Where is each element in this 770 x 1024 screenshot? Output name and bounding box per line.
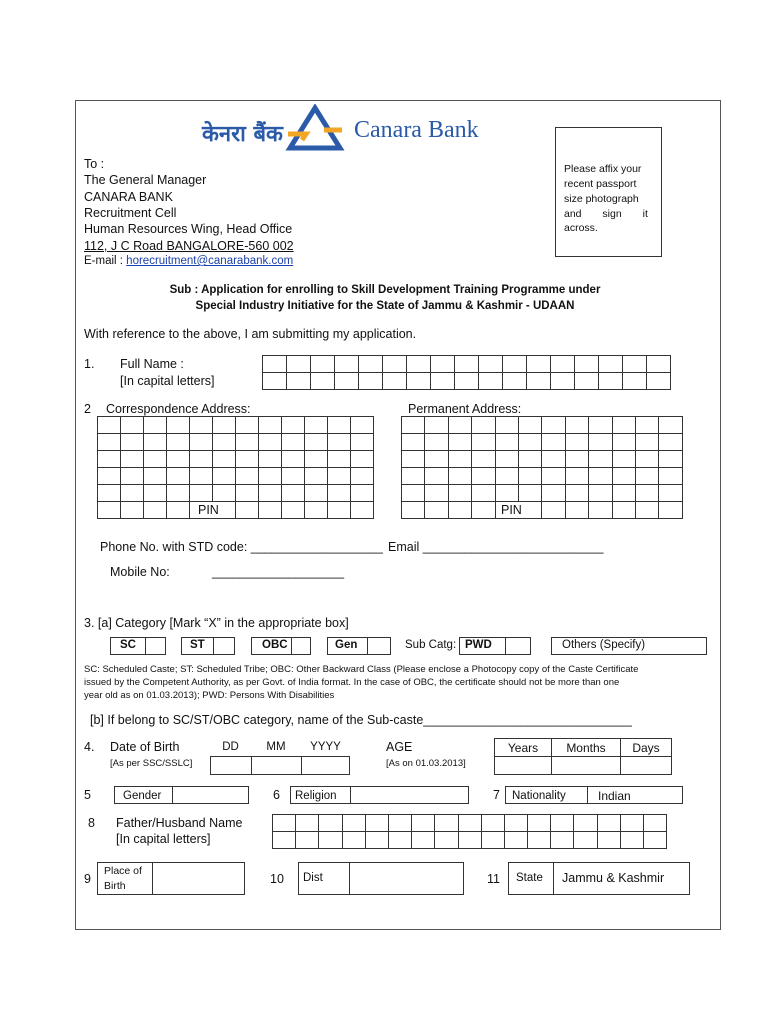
dist-input[interactable] (349, 862, 464, 895)
phone-label[interactable]: Phone No. with STD code: ___________________ (100, 540, 383, 554)
pwd-mark-box[interactable] (505, 637, 531, 655)
age-months-input[interactable] (551, 756, 621, 775)
father-label: Father/Husband Name (116, 816, 243, 830)
photo-box[interactable] (555, 127, 662, 257)
subject-line-1: Sub : Application for enrolling to Skill Development Training Programme under (169, 284, 601, 296)
gender-label: Gender (114, 786, 173, 804)
father-number: 8 (88, 816, 95, 830)
category-title: 3. [a] Category [Mark “X” in the appropriate box] (84, 616, 349, 630)
intro-text: With reference to the above, I am submitting my application. (84, 327, 417, 341)
father-name-grid[interactable] (272, 814, 667, 849)
full-name-label: Full Name : (120, 357, 184, 371)
dob-yyyy-input[interactable] (301, 756, 350, 775)
age-months-header: Months (551, 738, 621, 757)
gen-mark-box[interactable] (367, 637, 391, 655)
father-sublabel: [In capital letters] (116, 832, 211, 846)
religion-input[interactable] (350, 786, 469, 804)
nationality-value[interactable]: Indian (587, 786, 683, 804)
address-line-2: CANARA BANK (84, 190, 173, 204)
mobile-line[interactable]: ___________________ (212, 565, 345, 579)
dob-yyyy-header: YYYY (310, 741, 341, 753)
dob-label: Date of Birth (110, 740, 180, 754)
place-label-2: Birth (104, 880, 126, 892)
category-note-3: year old as on 01.03.2013); PWD: Persons With Disabilities (84, 690, 335, 701)
address-line-1: The General Manager (84, 173, 207, 187)
mobile-label: Mobile No: (110, 565, 170, 579)
correspondence-address-label: Correspondence Address: (106, 402, 251, 416)
full-name-sublabel: [In capital letters] (120, 374, 215, 388)
category-note-1: SC: Scheduled Caste; ST: Scheduled Tribe; OBC: Other Backward Class (Please enclose a Photocopy copy of the Caste Certificate (84, 664, 639, 675)
photo-box-text-3: size photograph (564, 193, 639, 205)
dob-mm-input[interactable] (251, 756, 302, 775)
age-sublabel: [As on 01.03.2013] (386, 758, 466, 769)
subcaste-field[interactable]: [b] If belong to SC/ST/OBC category, name of the Sub-caste______________________________ (90, 713, 632, 727)
photo-box-text-5: across. (564, 222, 598, 234)
dist-number: 10 (270, 872, 284, 886)
state-value[interactable]: Jammu & Kashmir (553, 862, 690, 895)
email-link[interactable]: horecruitment@canarabank.com (126, 255, 294, 267)
permanent-address-label: Permanent Address: (408, 402, 522, 416)
photo-box-text-1: Please affix your (564, 163, 642, 175)
gender-number: 5 (84, 788, 91, 802)
obc-label: OBC (262, 639, 288, 651)
dob-number: 4. (84, 740, 95, 754)
age-years-header: Years (494, 738, 552, 757)
email-field-label[interactable]: Email __________________________ (388, 540, 604, 554)
pwd-label: PWD (465, 639, 492, 651)
brand-name: Canara Bank (354, 117, 479, 143)
dob-dd-header: DD (222, 741, 239, 753)
gen-label: Gen (335, 639, 358, 651)
permanent-pin-label: PIN (501, 503, 522, 517)
place-label-1: Place of (104, 865, 142, 877)
place-number: 9 (84, 872, 91, 886)
obc-mark-box[interactable] (291, 637, 311, 655)
full-name-grid[interactable] (262, 355, 671, 390)
religion-label: Religion (290, 786, 351, 804)
age-days-header: Days (620, 738, 672, 757)
full-name-number: 1. (84, 357, 95, 371)
dob-mm-header: MM (266, 741, 286, 753)
photo-box-text-2: recent passport (564, 178, 637, 190)
email-label: E-mail : (84, 255, 127, 267)
address-line-4: Human Resources Wing, Head Office (84, 222, 293, 236)
photo-box-text-4: and sign it (564, 208, 648, 220)
address-section-number: 2 (84, 402, 91, 416)
st-mark-box[interactable] (213, 637, 235, 655)
dob-dd-input[interactable] (210, 756, 252, 775)
gender-input[interactable] (172, 786, 249, 804)
age-days-input[interactable] (620, 756, 672, 775)
address-line-5: 112, J C Road BANGALORE-560 002 (84, 239, 294, 253)
dist-label: Dist (298, 862, 350, 895)
category-note-2: issued by the Competent Authority, as per Govt. of India format. In the case of OBC, the certificate should not be more than one (84, 677, 620, 688)
subcat-label: Sub Catg: (405, 639, 457, 651)
address-line-3: Recruitment Cell (84, 206, 177, 220)
permanent-address-grid[interactable] (401, 416, 683, 519)
state-label: State (508, 862, 554, 895)
age-years-input[interactable] (494, 756, 552, 775)
sc-mark-box[interactable] (145, 637, 166, 655)
to-label: To : (84, 157, 105, 171)
brand-hindi-name: केनरा बैंक (202, 122, 283, 147)
nationality-label: Nationality (505, 786, 588, 804)
dob-sublabel: [As per SSC/SSLC] (110, 758, 193, 769)
subject-line-2: Special Industry Initiative for the State of Jammu & Kashmir - UDAAN (195, 300, 575, 312)
correspondence-address-grid[interactable] (97, 416, 374, 519)
canara-logo-icon (284, 104, 346, 156)
st-label: ST (190, 639, 205, 651)
religion-number: 6 (273, 788, 280, 802)
nationality-number: 7 (493, 788, 500, 802)
age-label: AGE (386, 740, 413, 754)
state-number: 11 (487, 872, 500, 886)
correspondence-pin-label: PIN (198, 503, 219, 517)
others-label: Others (Specify) (562, 639, 646, 651)
email-row (84, 255, 293, 267)
place-input[interactable] (152, 862, 245, 895)
sc-label: SC (120, 639, 136, 651)
